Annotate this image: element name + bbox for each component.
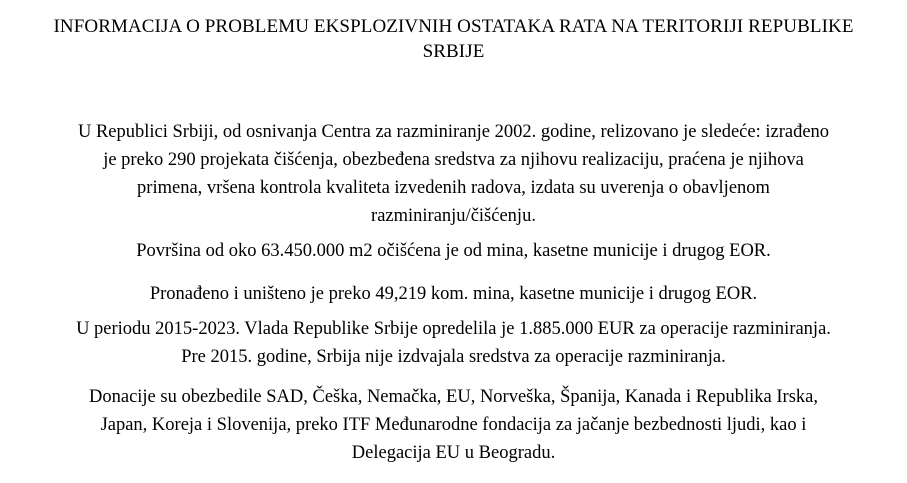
- paragraph-items-destroyed: [4, 280, 903, 308]
- paragraph-line: je preko 290 projekata čišćenja, obezbeđena sredstva za njihovu realizaciju, praćena je njihova: [103, 150, 804, 170]
- paragraph-donors: [10, 383, 897, 467]
- title-line: INFORMACIJA O PROBLEMU EKSPLOZIVNIH OSTATAKA RATA NA TERITORIJI REPUBLIKE: [53, 16, 854, 37]
- paragraph-line: U periodu 2015-2023. Vlada Republike Srbije opredelila je 1.885.000 EUR za operacije razminiranja.: [76, 319, 831, 339]
- paragraph-line: Delegacija EU u Beogradu.: [351, 443, 556, 463]
- title-line: SRBIJE: [422, 41, 485, 62]
- paragraph-overview: [4, 118, 903, 230]
- paragraph-line: Pre 2015. godine, Srbija nije izdvajala sredstva za operacije razminiranja.: [181, 347, 726, 367]
- paragraph-funding: [4, 315, 903, 371]
- paragraph-line: razminiranju/čišćenju.: [371, 206, 536, 226]
- paragraph-line: Pronađeno i uništeno je preko 49,219 kom. mina, kasetne municije i drugog EOR.: [149, 284, 758, 304]
- paragraph-line: Donacije su obezbedile SAD, Češka, Nemačka, EU, Norveška, Španija, Kanada i Republika Irska,: [89, 387, 818, 407]
- paragraph-line: U Republici Srbiji, od osnivanja Centra za razminiranje 2002. godine, relizovano je sledeće: izrađeno: [77, 122, 830, 142]
- paragraph-line: Površina od oko 63.450.000 m2 očišćena je od mina, kasetne municije i drugog EOR.: [136, 241, 771, 261]
- paragraph-line: primena, vršena kontrola kvaliteta izvedenih radova, izdata su uverenja o obavljenom: [137, 178, 770, 198]
- document-title: [10, 14, 897, 64]
- paragraph-line: Japan, Koreja i Slovenija, preko ITF Međunarodne fondacija za jačanje bezbednosti ljudi, kao i: [100, 415, 807, 435]
- paragraph-area-cleared: [4, 237, 903, 265]
